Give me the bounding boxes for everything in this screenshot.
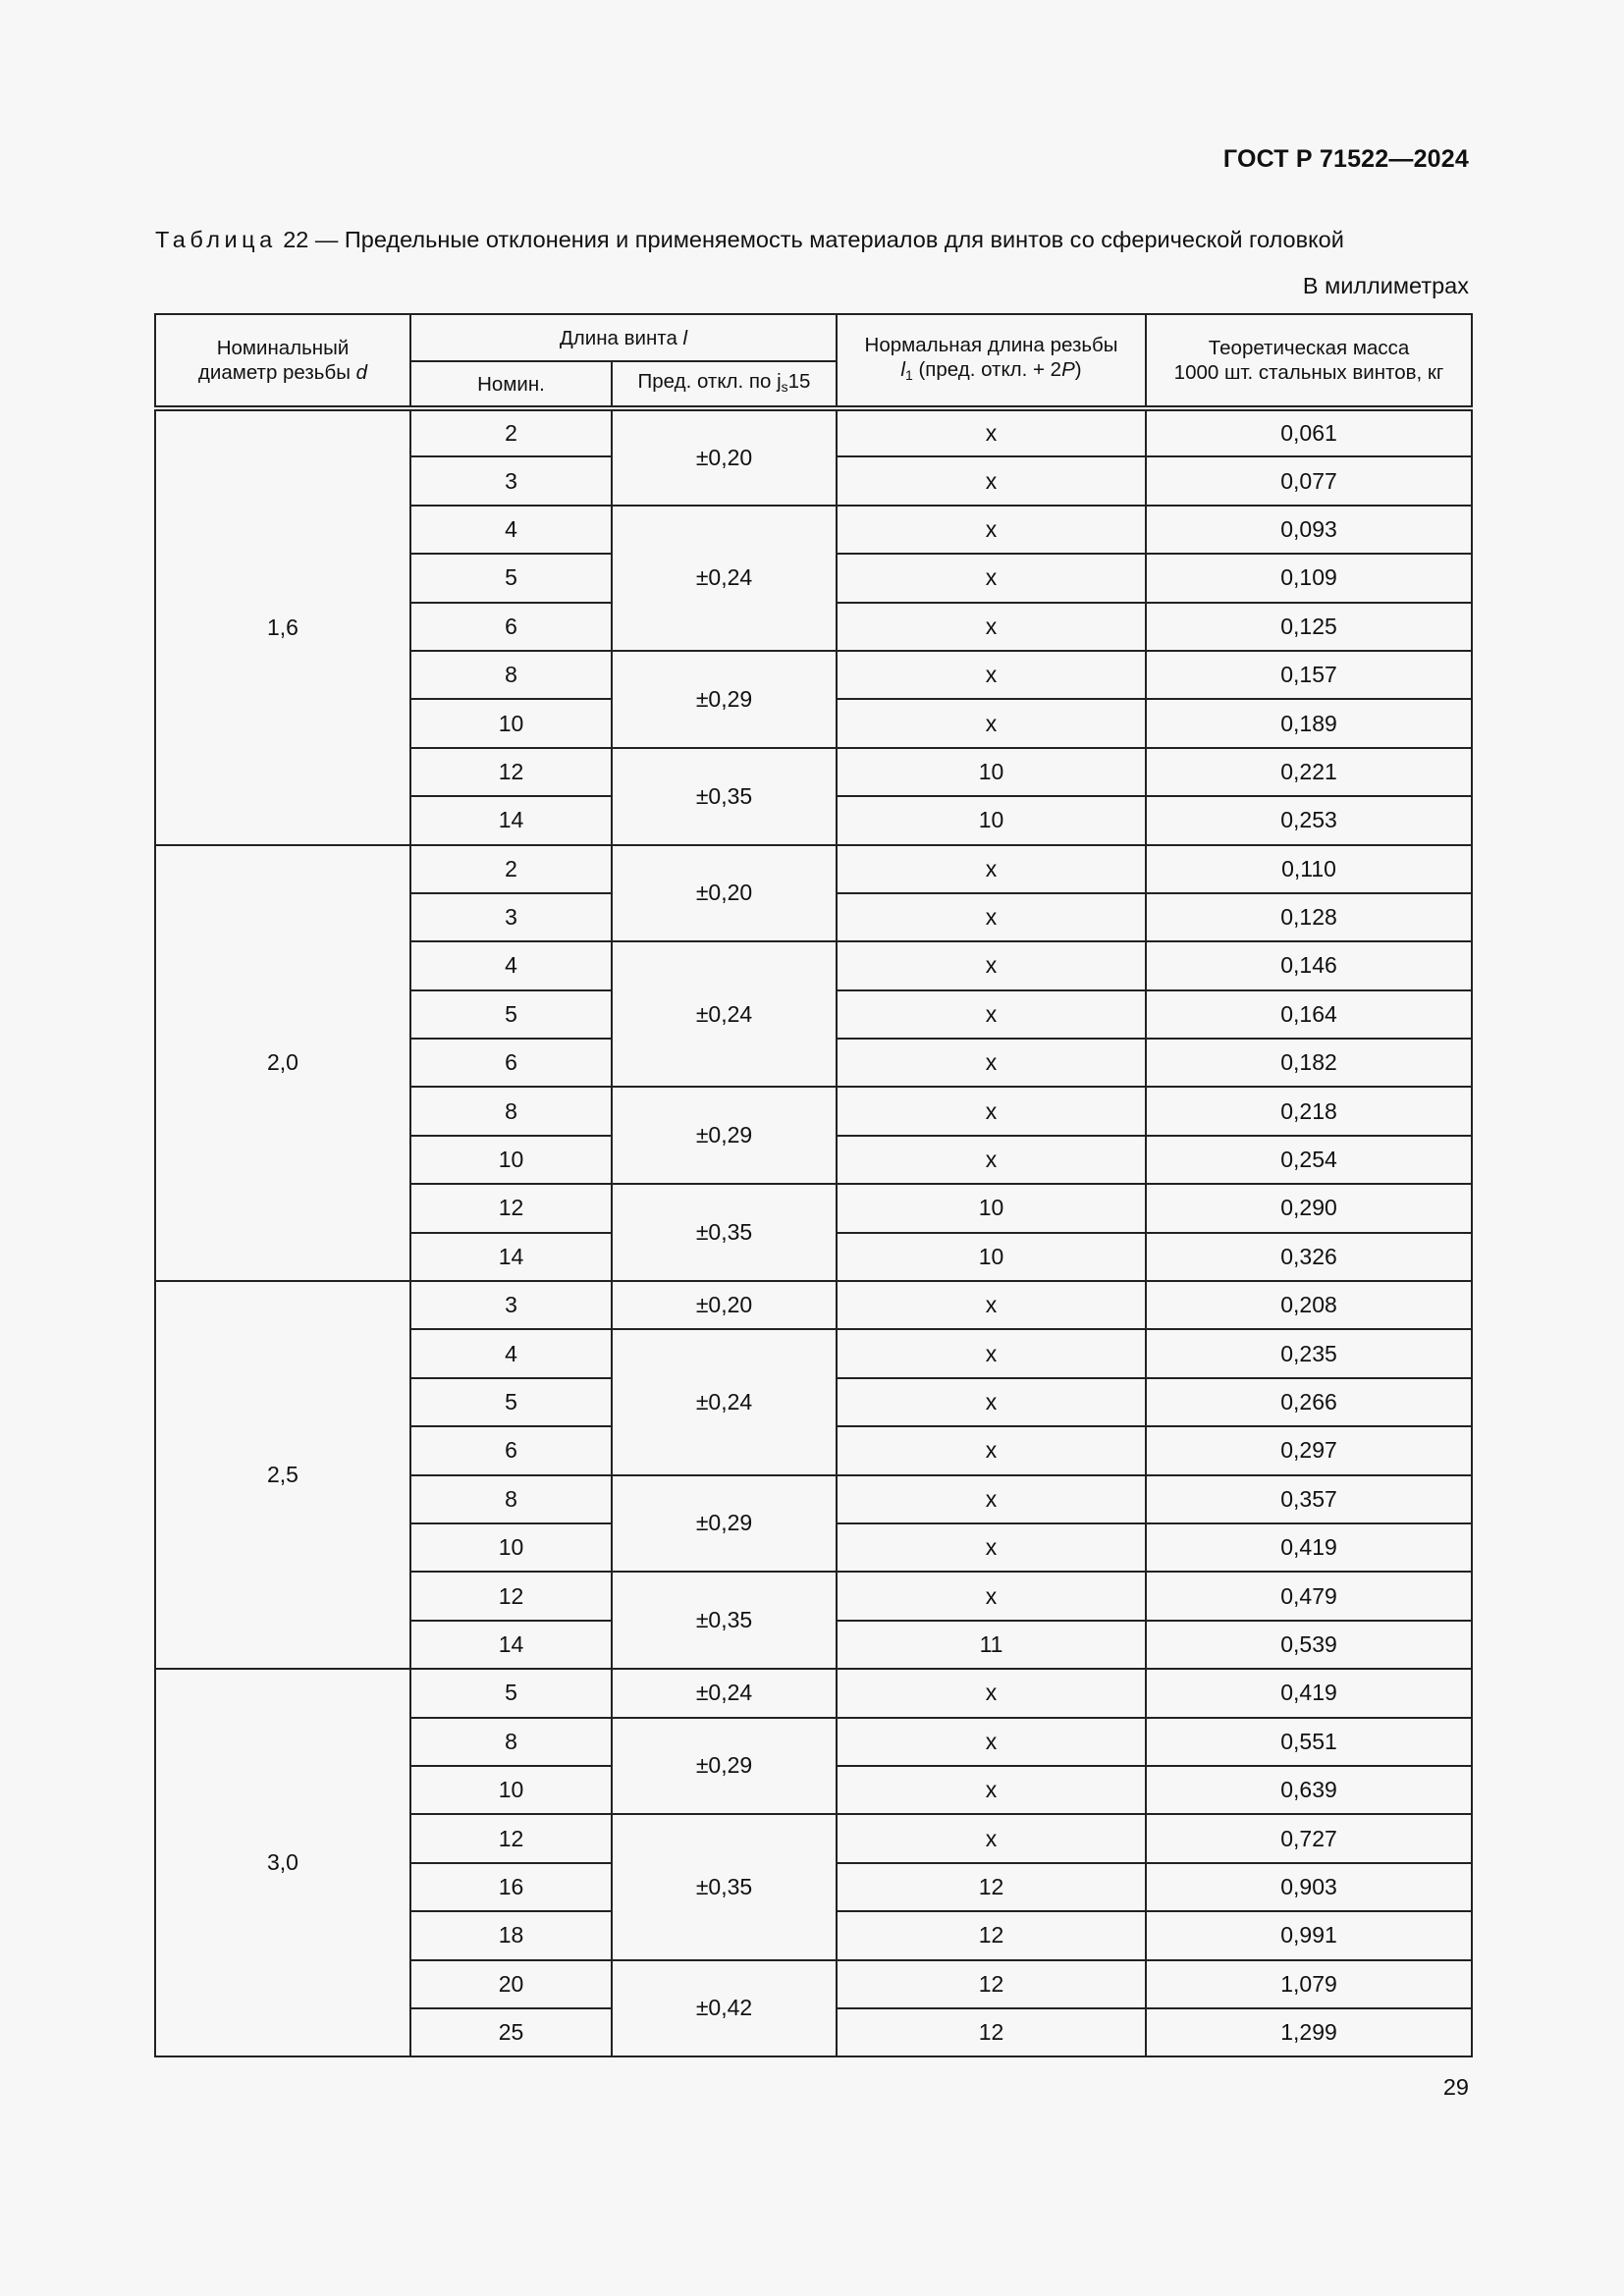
mass-cell: 0,125 xyxy=(1146,603,1472,651)
thread-length-cell: 10 xyxy=(837,1233,1146,1281)
nominal-length-cell: 10 xyxy=(410,1136,612,1184)
thread-length-cell: 12 xyxy=(837,1911,1146,1959)
nominal-length-cell: 14 xyxy=(410,1621,612,1669)
thread-length-cell: 11 xyxy=(837,1621,1146,1669)
mass-cell: 0,419 xyxy=(1146,1523,1472,1572)
thread-length-cell: x xyxy=(837,1523,1146,1572)
mass-cell: 0,218 xyxy=(1146,1087,1472,1135)
mass-cell: 0,164 xyxy=(1146,990,1472,1039)
mass-cell: 0,077 xyxy=(1146,456,1472,505)
table-row xyxy=(155,408,1472,456)
mass-cell: 0,182 xyxy=(1146,1039,1472,1087)
header-nominal: Номин. xyxy=(410,361,612,408)
tolerance-cell: ±0,29 xyxy=(612,1475,837,1573)
thread-length-cell: x xyxy=(837,699,1146,747)
thread-length-cell: x xyxy=(837,651,1146,699)
thread-length-cell: 10 xyxy=(837,1184,1146,1232)
nominal-length-cell: 8 xyxy=(410,651,612,699)
thread-length-cell: x xyxy=(837,1766,1146,1814)
nominal-length-cell: 5 xyxy=(410,1378,612,1426)
nominal-length-cell: 12 xyxy=(410,1814,612,1862)
header-diameter: Номинальный диаметр резьбы d xyxy=(155,314,410,408)
nominal-length-cell: 18 xyxy=(410,1911,612,1959)
nominal-length-cell: 8 xyxy=(410,1087,612,1135)
nominal-length-cell: 4 xyxy=(410,1329,612,1377)
mass-cell: 0,110 xyxy=(1146,845,1472,893)
nominal-length-cell: 5 xyxy=(410,1669,612,1717)
nominal-length-cell: 10 xyxy=(410,1766,612,1814)
header-theoretical-mass: Теоретическая масса 1000 шт. стальных винтов, кг xyxy=(1146,314,1472,408)
nominal-length-cell: 12 xyxy=(410,748,612,796)
mass-cell: 0,128 xyxy=(1146,893,1472,941)
diameter-cell: 3,0 xyxy=(155,1669,410,2056)
mass-cell: 0,061 xyxy=(1146,408,1472,456)
table-caption-text: 22 — Предельные отклонения и применяемость материалов для винтов со сферической головкой xyxy=(283,227,1344,252)
thread-length-cell: x xyxy=(837,456,1146,505)
table-caption-label: Таблица xyxy=(155,227,277,252)
mass-cell: 1,299 xyxy=(1146,2008,1472,2056)
mass-cell: 0,357 xyxy=(1146,1475,1472,1523)
mass-cell: 0,266 xyxy=(1146,1378,1472,1426)
mass-cell: 0,208 xyxy=(1146,1281,1472,1329)
page-number: 29 xyxy=(1442,2074,1469,2100)
tolerance-cell: ±0,20 xyxy=(612,845,837,942)
mass-cell: 0,157 xyxy=(1146,651,1472,699)
mass-cell: 0,109 xyxy=(1146,554,1472,602)
tolerance-cell: ±0,35 xyxy=(612,1572,837,1669)
thread-length-cell: x xyxy=(837,603,1146,651)
header-thread-length: Нормальная длина резьбы $l_1$ (пред. откл. + 2P) xyxy=(837,314,1146,408)
thread-length-cell: 12 xyxy=(837,1863,1146,1911)
thread-length-cell: x xyxy=(837,1378,1146,1426)
thread-length-cell: x xyxy=(837,1426,1146,1474)
mass-cell: 0,093 xyxy=(1146,506,1472,554)
mass-cell: 0,235 xyxy=(1146,1329,1472,1377)
thread-length-cell: x xyxy=(837,408,1146,456)
thread-length-cell: x xyxy=(837,1039,1146,1087)
nominal-length-cell: 10 xyxy=(410,699,612,747)
thread-length-cell: x xyxy=(837,1475,1146,1523)
tolerance-cell: ±0,29 xyxy=(612,1087,837,1184)
nominal-length-cell: 14 xyxy=(410,796,612,844)
nominal-length-cell: 6 xyxy=(410,1426,612,1474)
nominal-length-cell: 12 xyxy=(410,1184,612,1232)
nominal-length-cell: 2 xyxy=(410,845,612,893)
mass-cell: 0,991 xyxy=(1146,1911,1472,1959)
tolerance-cell: ±0,29 xyxy=(612,1718,837,1815)
tolerance-cell: ±0,42 xyxy=(612,1960,837,2057)
mass-cell: 0,254 xyxy=(1146,1136,1472,1184)
nominal-length-cell: 4 xyxy=(410,506,612,554)
tolerance-cell: ±0,24 xyxy=(612,1669,837,1717)
mass-cell: 0,727 xyxy=(1146,1814,1472,1862)
header-tolerance: Пред. откл. по $j_s15$ xyxy=(612,361,837,408)
thread-length-cell: x xyxy=(837,1814,1146,1862)
tolerance-cell: ±0,20 xyxy=(612,408,837,506)
mass-cell: 0,297 xyxy=(1146,1426,1472,1474)
mass-cell: 1,079 xyxy=(1146,1960,1472,2008)
nominal-length-cell: 14 xyxy=(410,1233,612,1281)
thread-length-cell: 10 xyxy=(837,748,1146,796)
thread-length-cell: 10 xyxy=(837,796,1146,844)
nominal-length-cell: 20 xyxy=(410,1960,612,2008)
mass-cell: 0,221 xyxy=(1146,748,1472,796)
mass-cell: 0,419 xyxy=(1146,1669,1472,1717)
thread-length-cell: x xyxy=(837,845,1146,893)
thread-length-cell: x xyxy=(837,1669,1146,1717)
thread-length-cell: x xyxy=(837,1718,1146,1766)
nominal-length-cell: 6 xyxy=(410,1039,612,1087)
mass-cell: 0,253 xyxy=(1146,796,1472,844)
diameter-cell: 2,5 xyxy=(155,1281,410,1669)
mass-cell: 0,326 xyxy=(1146,1233,1472,1281)
tolerance-cell: ±0,24 xyxy=(612,941,837,1087)
thread-length-cell: x xyxy=(837,893,1146,941)
tolerance-cell: ±0,24 xyxy=(612,506,837,651)
mass-cell: 0,539 xyxy=(1146,1621,1472,1669)
nominal-length-cell: 2 xyxy=(410,408,612,456)
thread-length-cell: x xyxy=(837,1281,1146,1329)
thread-length-cell: x xyxy=(837,554,1146,602)
thread-length-cell: x xyxy=(837,990,1146,1039)
table-body xyxy=(155,408,1472,2056)
table-row xyxy=(155,845,1472,893)
thread-length-cell: x xyxy=(837,1136,1146,1184)
thread-length-cell: x xyxy=(837,1087,1146,1135)
thread-length-cell: x xyxy=(837,1572,1146,1620)
tolerance-cell: ±0,20 xyxy=(612,1281,837,1329)
header-length-group: Длина винта l xyxy=(410,314,837,361)
thread-length-cell: 12 xyxy=(837,2008,1146,2056)
units-note: В миллиметрах xyxy=(1302,273,1469,298)
nominal-length-cell: 10 xyxy=(410,1523,612,1572)
nominal-length-cell: 25 xyxy=(410,2008,612,2056)
mass-cell: 0,479 xyxy=(1146,1572,1472,1620)
nominal-length-cell: 3 xyxy=(410,893,612,941)
table-row xyxy=(155,1281,1472,1329)
nominal-length-cell: 6 xyxy=(410,603,612,651)
tolerance-cell: ±0,29 xyxy=(612,651,837,748)
mass-cell: 0,639 xyxy=(1146,1766,1472,1814)
tolerance-cell: ±0,35 xyxy=(612,1814,837,1959)
tolerance-cell: ±0,35 xyxy=(612,748,837,845)
table-row xyxy=(155,1669,1472,1717)
mass-cell: 0,903 xyxy=(1146,1863,1472,1911)
thread-length-cell: x xyxy=(837,1329,1146,1377)
tolerance-cell: ±0,35 xyxy=(612,1184,837,1281)
nominal-length-cell: 3 xyxy=(410,456,612,505)
diameter-cell: 2,0 xyxy=(155,845,410,1282)
nominal-length-cell: 8 xyxy=(410,1718,612,1766)
thread-length-cell: x xyxy=(837,506,1146,554)
thread-length-cell: 12 xyxy=(837,1960,1146,2008)
tolerance-cell: ±0,24 xyxy=(612,1329,837,1474)
thread-length-cell: x xyxy=(837,941,1146,989)
mass-cell: 0,146 xyxy=(1146,941,1472,989)
mass-cell: 0,290 xyxy=(1146,1184,1472,1232)
document-id: ГОСТ Р 71522—2024 xyxy=(1222,145,1469,173)
nominal-length-cell: 5 xyxy=(410,990,612,1039)
nominal-length-cell: 12 xyxy=(410,1572,612,1620)
screw-tolerance-table xyxy=(154,313,1473,2057)
mass-cell: 0,189 xyxy=(1146,699,1472,747)
mass-cell: 0,551 xyxy=(1146,1718,1472,1766)
table-caption xyxy=(155,227,1344,253)
nominal-length-cell: 8 xyxy=(410,1475,612,1523)
nominal-length-cell: 3 xyxy=(410,1281,612,1329)
nominal-length-cell: 5 xyxy=(410,554,612,602)
nominal-length-cell: 4 xyxy=(410,941,612,989)
diameter-cell: 1,6 xyxy=(155,408,410,845)
nominal-length-cell: 16 xyxy=(410,1863,612,1911)
